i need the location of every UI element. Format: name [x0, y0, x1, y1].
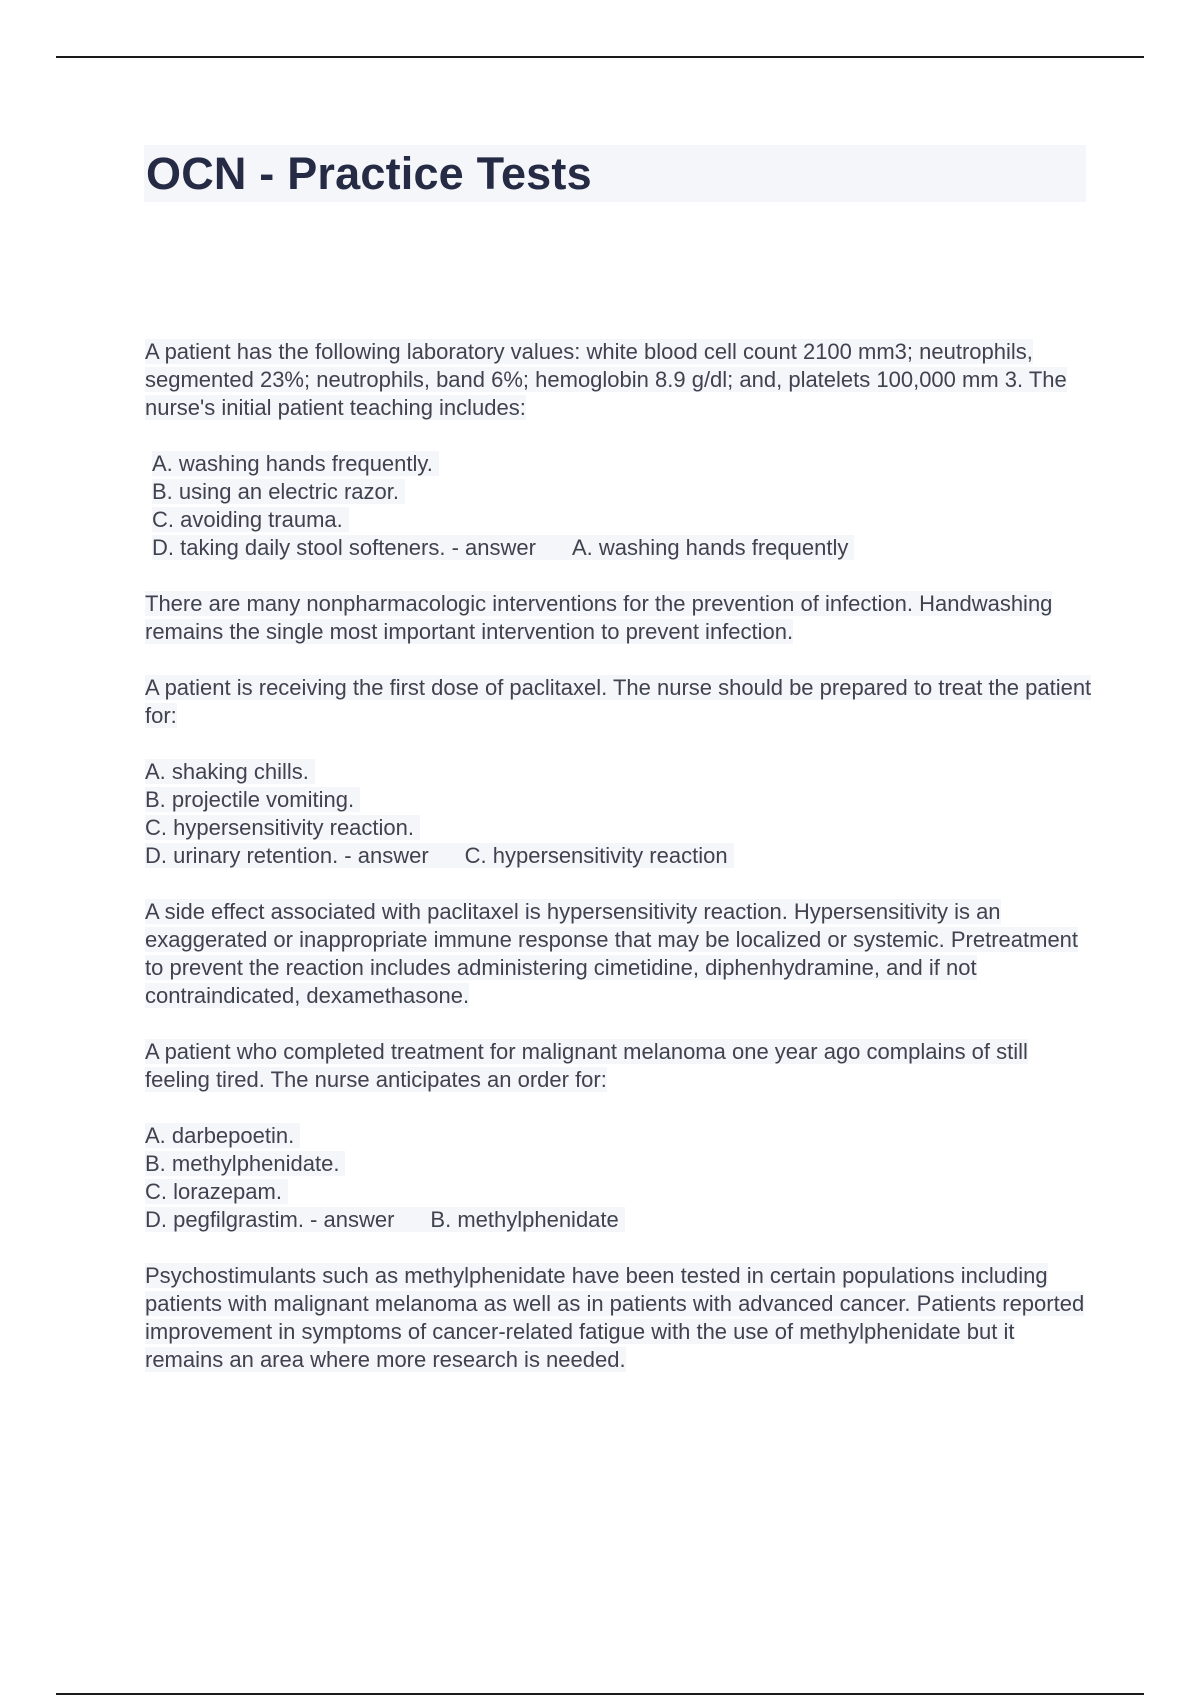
question-2-stem: A patient is receiving the first dose of paclitaxel. The nurse should be prepared to treat the patient for:	[145, 675, 1092, 728]
question-1-option-c: C. avoiding trauma.	[152, 507, 349, 532]
question-1-stem: A patient has the following laboratory values: white blood cell count 2100 mm3; neutrophils, segmented 23%; neutrophils, band 6%; hemoglobin 8.9 g/dl; and, platelets 100,000 mm 3. The nurse's initial patient teaching includes:	[145, 339, 1067, 420]
question-2-option-a: A. shaking chills.	[145, 759, 315, 784]
question-1-option-d: D. taking daily stool softeners. - answer	[152, 535, 536, 560]
question-1-answer: A. washing hands frequently	[571, 535, 849, 560]
question-2-options	[145, 758, 1095, 870]
question-2-option-d: D. urinary retention. - answer	[145, 843, 429, 868]
question-3-option-d: D. pegfilgrastim. - answer	[145, 1207, 395, 1232]
question-2-rationale: A side effect associated with paclitaxel is hypersensitivity reaction. Hypersensitivity is an exaggerated or inappropriate immune response that may be localized or systemic. Pretreatment to prevent the reaction includes administering cimetidine, diphenhydramine, and if not contraindicated, dexamethasone.	[145, 899, 1079, 1008]
question-1-option-a: A. washing hands frequently.	[152, 451, 439, 476]
question-3-rationale: Psychostimulants such as methylphenidate have been tested in certain populations including patients with malignant melanoma as well as in patients with advanced cancer. Patients reported improvement in symptoms of cancer-related fatigue with the use of methylphenidate but it remains an area where more research is needed.	[145, 1263, 1085, 1372]
question-1-options	[145, 450, 1095, 562]
bottom-divider	[56, 1693, 1144, 1695]
question-3-answer: B. methylphenidate	[430, 1207, 619, 1232]
question-1-rationale: There are many nonpharmacologic interventions for the prevention of infection. Handwashing remains the single most important intervention to prevent infection.	[145, 591, 1053, 644]
question-2-option-b: B. projectile vomiting.	[145, 787, 360, 812]
top-divider	[56, 56, 1144, 58]
question-3-options	[145, 1122, 1095, 1234]
question-2-option-c: C. hypersensitivity reaction.	[145, 815, 420, 840]
question-3-stem: A patient who completed treatment for malignant melanoma one year ago complains of still feeling tired. The nurse anticipates an order for:	[145, 1039, 1028, 1092]
document-body	[145, 338, 1095, 1402]
question-3-option-a: A. darbepoetin.	[145, 1123, 300, 1148]
question-3-option-b: B. methylphenidate.	[145, 1151, 345, 1176]
question-1-option-b: B. using an electric razor.	[152, 479, 405, 504]
question-2-answer: C. hypersensitivity reaction	[464, 843, 728, 868]
question-3-option-c: C. lorazepam.	[145, 1179, 288, 1204]
page-title: OCN - Practice Tests	[146, 148, 592, 199]
